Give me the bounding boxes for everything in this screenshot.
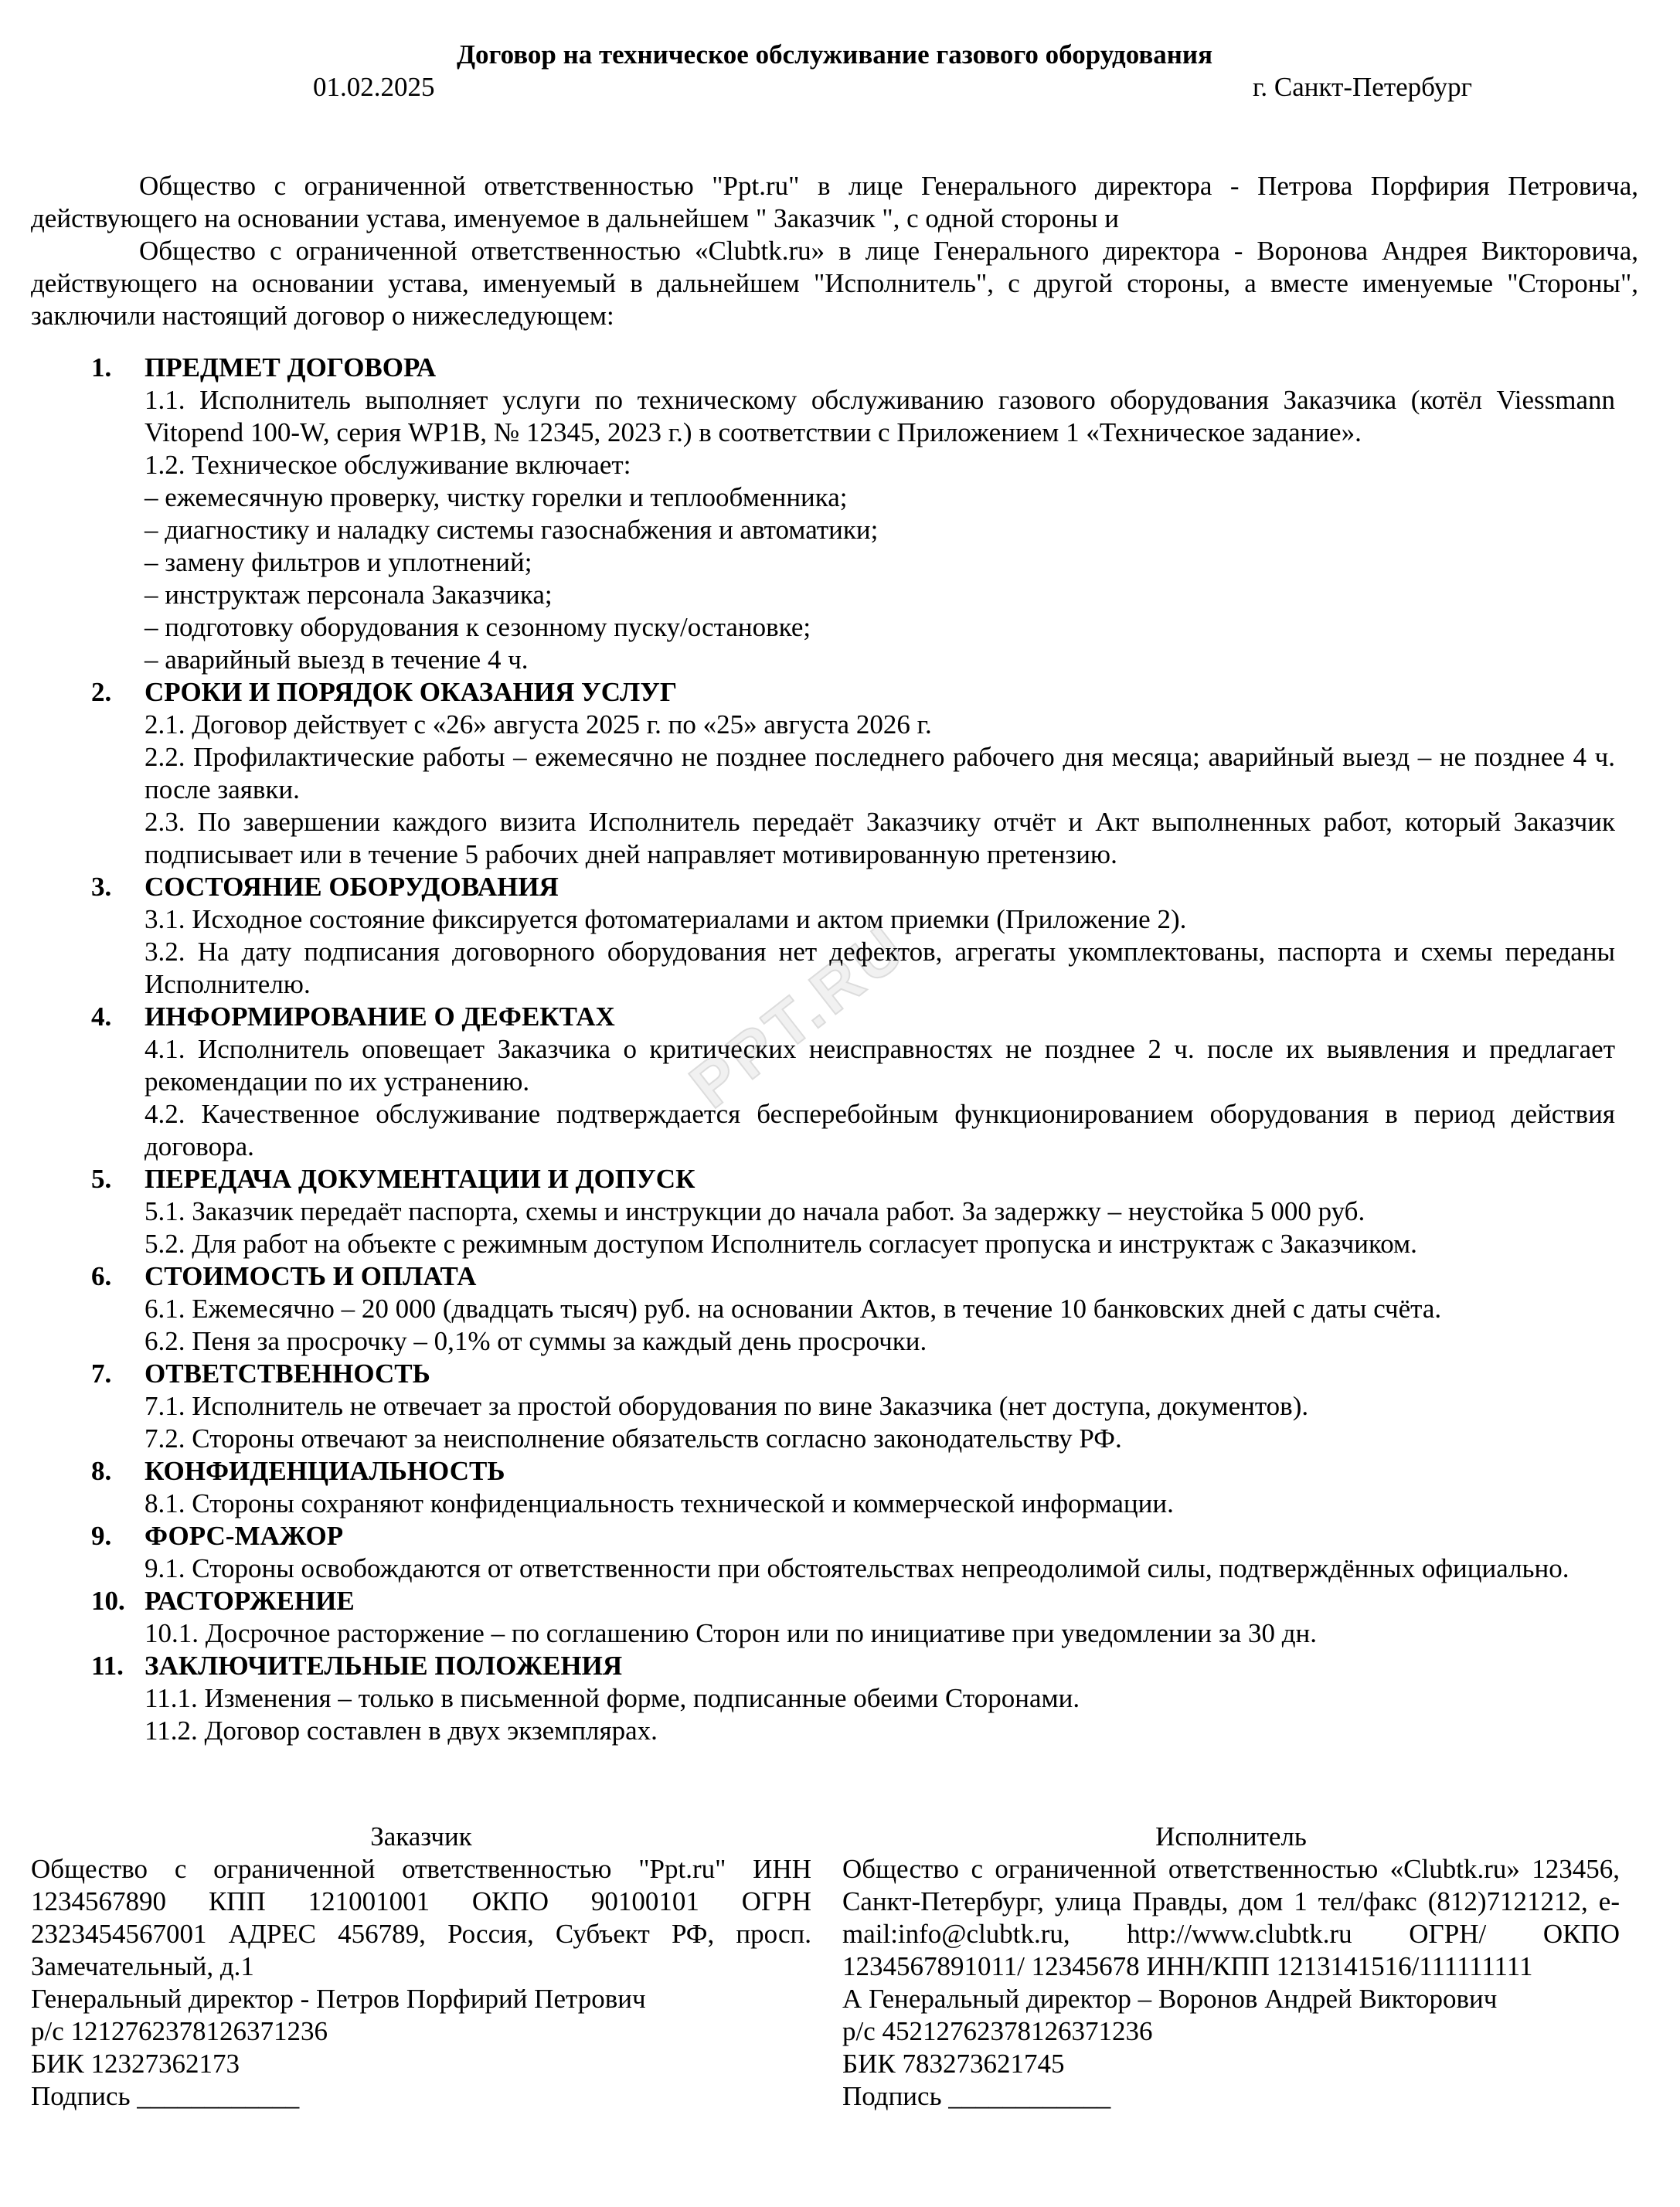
section xyxy=(31,1001,1638,1163)
section xyxy=(31,1520,1638,1585)
section-heading xyxy=(31,1163,1615,1195)
section-title: ОТВЕТСТВЕННОСТЬ xyxy=(145,1359,430,1389)
doc-city: г. Санкт-Петербург xyxy=(1253,72,1472,102)
section-number: 4. xyxy=(91,1001,112,1032)
section-number: 5. xyxy=(91,1164,112,1194)
section-paragraph: – замену фильтров и уплотнений; xyxy=(145,547,532,577)
contractor-director: А Генеральный директор – Воронов Андрей Викторович xyxy=(842,1984,1498,2014)
section-number: 2. xyxy=(91,677,112,707)
section xyxy=(31,1163,1638,1260)
section-paragraph: – инструктаж персонала Заказчика; xyxy=(145,580,553,610)
section-paragraph: 9.1. Стороны освобождаются от ответственности при обстоятельствах непреодолимой силы, подтверждённых официально. xyxy=(145,1553,1569,1583)
section-title: ПРЕДМЕТ ДОГОВОРА xyxy=(145,352,437,383)
section-paragraph: 8.1. Стороны сохраняют конфиденциальность технической и коммерческой информации. xyxy=(145,1488,1174,1518)
section-paragraph: 2.1. Договор действует с «26» августа 2025 г. по «25» августа 2026 г. xyxy=(145,709,932,740)
section-heading xyxy=(31,676,1615,709)
section-paragraph: 7.1. Исполнитель не отвечает за простой оборудования по вине Заказчика (нет доступа, документов). xyxy=(145,1391,1309,1421)
section-paragraph: 5.2. Для работ на объекте с режимным доступом Исполнитель согласует пропуска и инструктаж с Заказчиком. xyxy=(145,1229,1417,1259)
section-number: 11. xyxy=(91,1651,124,1681)
section-paragraph: – ежемесячную проверку, чистку горелки и теплообменника; xyxy=(145,482,848,512)
section-number: 10. xyxy=(91,1586,125,1616)
section-title: ИНФОРМИРОВАНИЕ О ДЕФЕКТАХ xyxy=(145,1001,615,1032)
customer-director: Генеральный директор - Петров Порфирий Петрович xyxy=(31,1984,646,2014)
section-title: РАСТОРЖЕНИЕ xyxy=(145,1586,355,1616)
section-heading xyxy=(31,871,1615,903)
ppt-ru-watermark: PPT.RU xyxy=(677,910,920,1122)
contractor-company-details: Общество с ограниченной ответственностью «Clubtk.ru» 123456, Санкт-Петербург, улица Правды, дом 1 тел/факс (812)7121212, e-mail:info@clubtk.ru, http://www.clubtk.ru ОГРН/ ОКПО 1234567891011/ 12345678 ИНН/КПП 1213141516/111111111 xyxy=(842,1854,1620,1981)
signature-block xyxy=(31,1821,1638,2148)
contract-sections xyxy=(31,352,1638,1747)
section-title: ЗАКЛЮЧИТЕЛЬНЫЕ ПОЛОЖЕНИЯ xyxy=(145,1651,623,1681)
section-title: ФОРС-МАЖОР xyxy=(145,1521,344,1551)
contractor-account: р/с 45212762378126371236 xyxy=(842,2016,1153,2046)
section-paragraph: 1.2. Техническое обслуживание включает: xyxy=(145,450,631,480)
section-paragraph: 6.1. Ежемесячно – 20 000 (двадцать тысяч) руб. на основании Актов, в течение 10 банковских дней с даты счёта. xyxy=(145,1294,1442,1324)
section-paragraph: – аварийный выезд в течение 4 ч. xyxy=(145,644,529,675)
section-title: ПЕРЕДАЧА ДОКУМЕНТАЦИИ И ДОПУСК xyxy=(145,1164,695,1194)
section-paragraph: 2.2. Профилактические работы – ежемесячно не позднее последнего рабочего дня месяца; аварийный выезд – не позднее 4 ч. после заявки. xyxy=(145,742,1615,804)
signature-contractor-header: Исполнитель xyxy=(1155,1821,1307,1852)
section-number: 9. xyxy=(91,1521,112,1551)
section-title: КОНФИДЕНЦИАЛЬНОСТЬ xyxy=(145,1456,505,1486)
section-heading xyxy=(31,352,1615,384)
section-paragraph: 7.2. Стороны отвечают за неисполнение обязательств согласно законодательству РФ. xyxy=(145,1423,1122,1454)
section-paragraph: 11.1. Изменения – только в письменной форме, подписанные обеими Сторонами. xyxy=(145,1683,1080,1713)
signature-customer-column xyxy=(31,1821,811,2148)
section xyxy=(31,1260,1638,1358)
section xyxy=(31,1650,1638,1747)
signature-customer-header: Заказчик xyxy=(370,1821,472,1852)
preamble-paragraph-customer: Общество с ограниченной ответственностью "Ppt.ru" в лице Генерального директора - Петрова Порфирия Петровича, действующего на основании устава, именуемое в дальнейшем " Заказчик ", с одной стороны и xyxy=(31,171,1638,233)
section-paragraph: 10.1. Досрочное расторжение – по соглашению Сторон или по инициативе при уведомлении за 30 дн. xyxy=(145,1618,1318,1648)
section xyxy=(31,1585,1638,1650)
section-heading xyxy=(31,1001,1615,1033)
section-paragraph: 3.2. На дату подписания договорного оборудования нет дефектов, агрегаты укомплектованы, паспорта и схемы переданы Исполнителю. xyxy=(145,937,1615,999)
section-heading xyxy=(31,1358,1615,1390)
doc-date: 01.02.2025 xyxy=(313,72,435,102)
customer-company-details: Общество с ограниченной ответственностью "Ppt.ru" ИНН 1234567890 КПП 121001001 ОКПО 90100101 ОГРН 2323454567001 АДРЕС 456789, Россия, Субъект РФ, просп. Замечательный, д.1 xyxy=(31,1854,811,1981)
contractor-signature-line: Подпись ____________ xyxy=(842,2081,1111,2111)
section xyxy=(31,1358,1638,1455)
customer-signature-line: Подпись ____________ xyxy=(31,2081,300,2111)
customer-bik: БИК 12327362173 xyxy=(31,2049,240,2079)
section-paragraph: 4.2. Качественное обслуживание подтверждается бесперебойным функционированием оборудования в период действия договора. xyxy=(145,1099,1615,1161)
dateline xyxy=(31,71,1638,104)
section-number: 7. xyxy=(91,1359,112,1389)
section-title: СОСТОЯНИЕ ОБОРУДОВАНИЯ xyxy=(145,872,559,902)
section-paragraph: 2.3. По завершении каждого визита Исполнитель передаёт Заказчику отчёт и Акт выполненных работ, который Заказчик подписывает или в течение 5 рабочих дней направляет мотивированную претензию. xyxy=(145,807,1615,869)
section-paragraph: 4.1. Исполнитель оповещает Заказчика о критических неисправностях не позднее 2 ч. после их выявления и предлагает рекомендации по их устранению. xyxy=(145,1034,1615,1097)
preamble-paragraph-contractor: Общество с ограниченной ответственностью «Clubtk.ru» в лице Генерального директора - Воронова Андрея Викторовича, действующего на основании устава, именуемый в дальнейшем "Исполнитель", с другой стороны, а вместе именуемые "Стороны", заключили настоящий договор о нижеследующем: xyxy=(31,236,1638,331)
section xyxy=(31,352,1638,676)
section-title: СТОИМОСТЬ И ОПЛАТА xyxy=(145,1261,477,1291)
section-paragraph: – подготовку оборудования к сезонному пуску/остановке; xyxy=(145,612,811,642)
contractor-bik: БИК 783273621745 xyxy=(842,2049,1065,2079)
section-heading xyxy=(31,1455,1615,1488)
section-paragraph: 3.1. Исходное состояние фиксируется фотоматериалами и актом приемки (Приложение 2). xyxy=(145,904,1187,934)
section-paragraph: 6.2. Пеня за просрочку – 0,1% от суммы за каждый день просрочки. xyxy=(145,1326,927,1356)
section-heading xyxy=(31,1520,1615,1552)
section-heading xyxy=(31,1585,1615,1617)
signature-contractor-column xyxy=(842,1821,1620,2148)
section-number: 6. xyxy=(91,1261,112,1291)
section-paragraph: 1.1. Исполнитель выполняет услуги по техническому обслуживанию газового оборудования Заказчика (котёл Viessmann Vitopend 100-W, серия WP1B, № 12345, 2023 г.) в соответствии с Приложением 1 «Техническое задание». xyxy=(145,385,1615,447)
section xyxy=(31,676,1638,871)
section-heading xyxy=(31,1260,1615,1293)
section-paragraph: – диагностику и наладку системы газоснабжения и автоматики; xyxy=(145,515,879,545)
section-number: 1. xyxy=(91,352,112,383)
section xyxy=(31,1455,1638,1520)
preamble xyxy=(31,170,1638,332)
section-number: 8. xyxy=(91,1456,112,1486)
section-heading xyxy=(31,1650,1615,1682)
section-number: 3. xyxy=(91,872,112,902)
section-paragraph: 11.2. Договор составлен в двух экземплярах. xyxy=(145,1716,658,1746)
section-title: СРОКИ И ПОРЯДОК ОКАЗАНИЯ УСЛУГ xyxy=(145,677,678,707)
customer-account: р/с 1212762378126371236 xyxy=(31,2016,328,2046)
section xyxy=(31,871,1638,1001)
section-paragraph: 5.1. Заказчик передаёт паспорта, схемы и инструкции до начала работ. За задержку – неустойка 5 000 руб. xyxy=(145,1196,1365,1226)
page-title: Договор на техническое обслуживание газового оборудования xyxy=(456,39,1213,70)
